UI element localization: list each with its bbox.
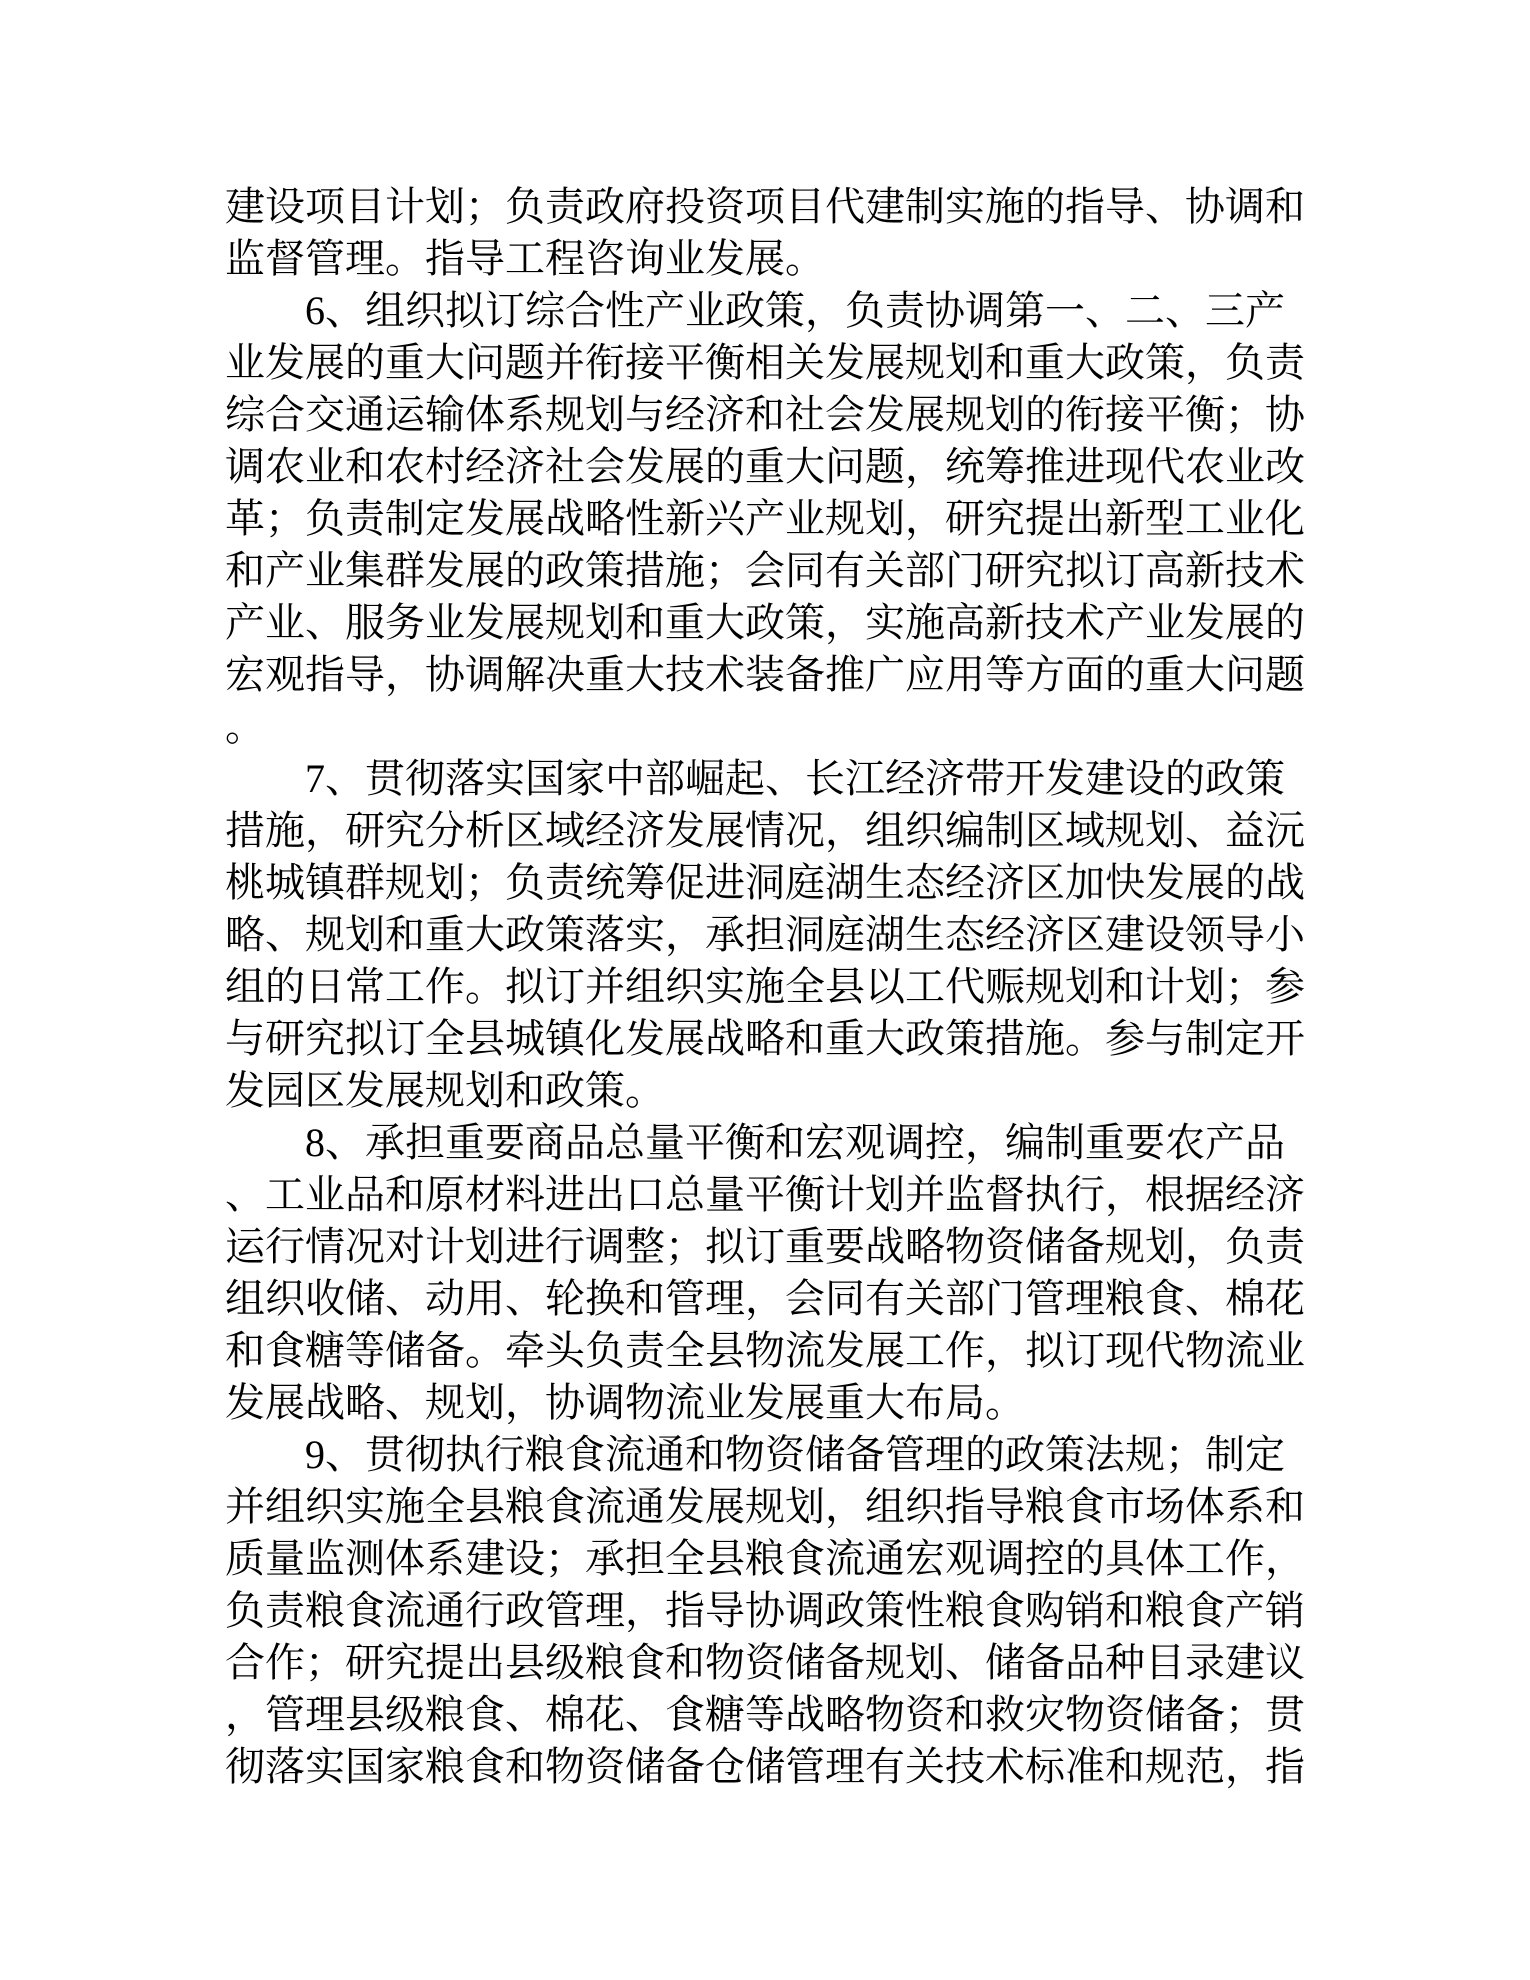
paragraph [225,1117,1305,1429]
text-line: 业发展的重大问题并衔接平衡相关发展规划和重大政策，负责 [225,340,1305,385]
text-line: 组织收储、动用、轮换和管理，会同有关部门管理粮食、棉花 [225,1276,1305,1321]
text-line: 宏观指导，协调解决重大技术装备推广应用等方面的重大问题 [225,652,1305,697]
text-line: 监督管理。指导工程咨询业发展。 [225,236,825,281]
text-line: 7、贯彻落实国家中部崛起、长江经济带开发建设的政策 [305,756,1285,801]
text-line: 、工业品和原材料进出口总量平衡计划并监督执行，根据经济 [225,1172,1305,1217]
text-line: 措施，研究分析区域经济发展情况，组织编制区域规划、益沅 [225,808,1305,853]
text-line: 6、组织拟订综合性产业政策，负责协调第一、二、三产 [305,288,1285,333]
text-line: 桃城镇群规划；负责统筹促进洞庭湖生态经济区加快发展的战 [225,860,1305,905]
text-line: 调农业和农村经济社会发展的重大问题，统筹推进现代农业改 [225,444,1305,489]
text-line: 合作；研究提出县级粮食和物资储备规划、储备品种目录建议 [225,1640,1305,1685]
text-line: 9、贯彻执行粮食流通和物资储备管理的政策法规；制定 [305,1432,1285,1477]
paragraph [225,1429,1305,1793]
text-line: 与研究拟订全县城镇化发展战略和重大政策措施。参与制定开 [225,1016,1305,1061]
text-line: 综合交通运输体系规划与经济和社会发展规划的衔接平衡；协 [225,392,1305,437]
text-line: 略、规划和重大政策落实，承担洞庭湖生态经济区建设领导小 [225,912,1305,957]
text-line: 质量监测体系建设；承担全县粮食流通宏观调控的具体工作， [225,1536,1305,1581]
paragraph [225,753,1305,1117]
text-line: 发展战略、规划，协调物流业发展重大布局。 [225,1380,1025,1425]
text-line: ，管理县级粮食、棉花、食糖等战略物资和救灾物资储备；贯 [225,1692,1305,1737]
text-line: 负责粮食流通行政管理，指导协调政策性粮食购销和粮食产销 [225,1588,1305,1633]
document-text-body [225,181,1305,1793]
text-line: 运行情况对计划进行调整；拟订重要战略物资储备规划，负责 [225,1224,1305,1269]
text-line: 产业、服务业发展规划和重大政策，实施高新技术产业发展的 [225,600,1305,645]
text-line: 8、承担重要商品总量平衡和宏观调控，编制重要农产品 [305,1120,1285,1165]
text-line: 和食糖等储备。牵头负责全县物流发展工作，拟订现代物流业 [225,1328,1305,1373]
text-line: 和产业集群发展的政策措施；会同有关部门研究拟订高新技术 [225,548,1305,593]
text-line: 建设项目计划；负责政府投资项目代建制实施的指导、协调和 [225,184,1305,229]
text-line: 革；负责制定发展战略性新兴产业规划，研究提出新型工业化 [225,496,1305,541]
text-line: 并组织实施全县粮食流通发展规划，组织指导粮食市场体系和 [225,1484,1305,1529]
paragraph [225,181,1305,285]
paragraph [225,285,1305,753]
text-line: 。 [225,704,265,749]
text-line: 发园区发展规划和政策。 [225,1068,665,1113]
text-line: 组的日常工作。拟订并组织实施全县以工代赈规划和计划；参 [225,964,1305,1009]
text-line: 彻落实国家粮食和物资储备仓储管理有关技术标准和规范，指 [225,1744,1305,1789]
